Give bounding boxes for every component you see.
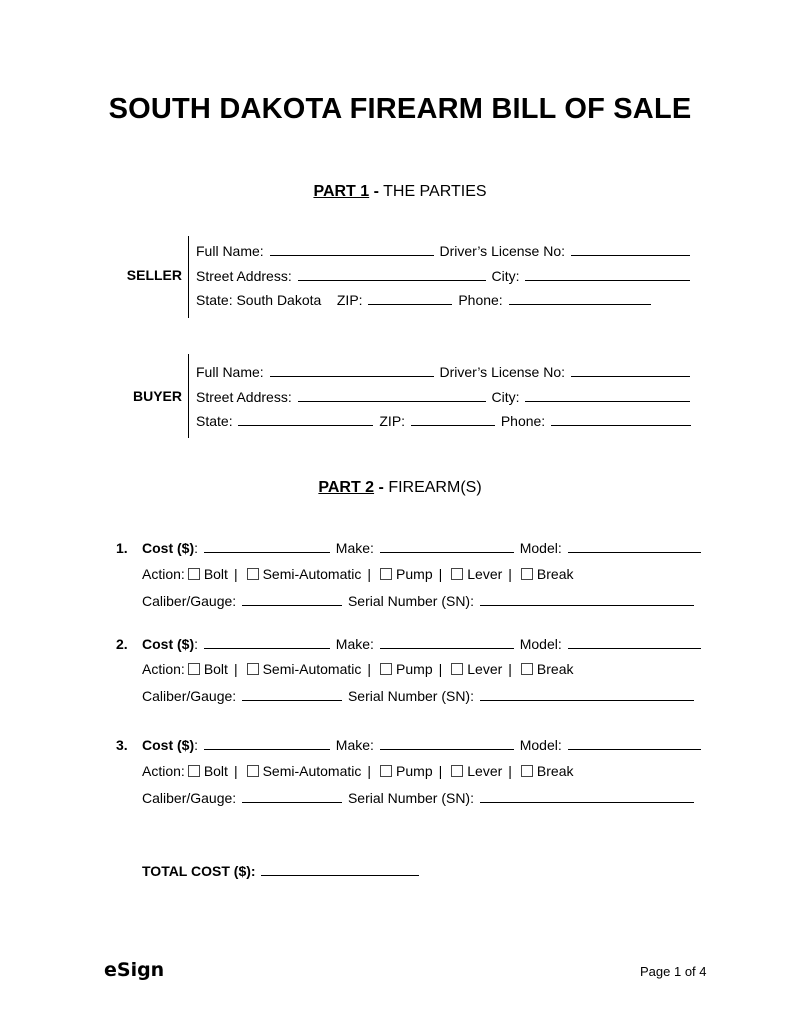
caliber-label: Caliber/Gauge: bbox=[142, 688, 237, 704]
cost-colon: : bbox=[194, 636, 199, 652]
cost-label: Cost ($) bbox=[142, 540, 195, 556]
make-label: Make: bbox=[335, 540, 374, 556]
semi-automatic-label: Semi-Automatic bbox=[262, 661, 362, 677]
cost-label: Cost ($) bbox=[142, 737, 195, 753]
part2-number: PART 2 bbox=[318, 479, 375, 496]
cost-field[interactable] bbox=[204, 551, 330, 553]
separator: | bbox=[233, 661, 238, 677]
document-title: SOUTH DAKOTA FIREARM BILL OF SALE bbox=[108, 93, 692, 125]
buyer-zip-field[interactable] bbox=[411, 424, 495, 426]
serial-field[interactable] bbox=[480, 604, 694, 606]
make-field[interactable] bbox=[380, 551, 514, 553]
part1-number: PART 1 bbox=[313, 183, 370, 200]
separator: | bbox=[508, 566, 512, 582]
bolt-label: Bolt bbox=[203, 763, 228, 779]
buyer-label: BUYER bbox=[132, 388, 182, 404]
lever-label: Lever bbox=[467, 661, 503, 677]
model-label: Model: bbox=[519, 540, 562, 556]
firearm-number: 2. bbox=[116, 636, 128, 652]
buyer-state-field[interactable] bbox=[238, 424, 373, 426]
make-field[interactable] bbox=[380, 748, 514, 750]
seller-phone-field[interactable] bbox=[509, 303, 651, 305]
firearm-row-cost bbox=[142, 540, 703, 556]
buyer-row-1 bbox=[196, 364, 692, 380]
semi-automatic-label: Semi-Automatic bbox=[262, 566, 362, 582]
part2-label: FIREARM(S) bbox=[388, 479, 482, 496]
seller-phone-label: Phone: bbox=[458, 292, 503, 308]
make-label: Make: bbox=[335, 636, 374, 652]
bolt-checkbox[interactable] bbox=[188, 568, 200, 580]
caliber-label: Caliber/Gauge: bbox=[142, 593, 237, 609]
separator: | bbox=[233, 566, 238, 582]
pump-label: Pump bbox=[396, 566, 433, 582]
semi-automatic-checkbox[interactable] bbox=[247, 568, 259, 580]
model-field[interactable] bbox=[568, 551, 701, 553]
caliber-field[interactable] bbox=[242, 801, 342, 803]
firearm-row-action bbox=[142, 661, 574, 677]
seller-fullname-label: Full Name: bbox=[196, 243, 264, 259]
serial-label: Serial Number (SN): bbox=[347, 688, 474, 704]
part1-dash: - bbox=[373, 183, 379, 200]
model-field[interactable] bbox=[568, 748, 701, 750]
seller-row-3 bbox=[196, 292, 653, 308]
cost-field[interactable] bbox=[204, 748, 330, 750]
part2-heading bbox=[0, 479, 800, 497]
bolt-checkbox[interactable] bbox=[188, 663, 200, 675]
seller-divider bbox=[188, 236, 189, 318]
buyer-phone-field[interactable] bbox=[551, 424, 691, 426]
pump-label: Pump bbox=[396, 763, 433, 779]
lever-checkbox[interactable] bbox=[451, 663, 463, 675]
seller-fullname-field[interactable] bbox=[270, 254, 434, 256]
buyer-fullname-label: Full Name: bbox=[196, 364, 264, 380]
cost-colon: : bbox=[194, 540, 199, 556]
seller-city-field[interactable] bbox=[525, 279, 690, 281]
part1-heading bbox=[0, 183, 800, 201]
pump-checkbox[interactable] bbox=[380, 663, 392, 675]
semi-automatic-checkbox[interactable] bbox=[247, 765, 259, 777]
model-label: Model: bbox=[519, 737, 562, 753]
separator: | bbox=[438, 661, 443, 677]
firearm-row-action bbox=[142, 763, 574, 779]
pump-checkbox[interactable] bbox=[380, 568, 392, 580]
buyer-row-3 bbox=[196, 413, 693, 429]
seller-street-field[interactable] bbox=[298, 279, 486, 281]
pump-label: Pump bbox=[396, 661, 433, 677]
bolt-checkbox[interactable] bbox=[188, 765, 200, 777]
seller-city-label: City: bbox=[491, 268, 520, 284]
seller-street-label: Street Address: bbox=[196, 268, 292, 284]
seller-license-field[interactable] bbox=[571, 254, 690, 256]
seller-label: SELLER bbox=[126, 267, 182, 283]
caliber-field[interactable] bbox=[242, 604, 342, 606]
model-field[interactable] bbox=[568, 647, 701, 649]
serial-label: Serial Number (SN): bbox=[347, 593, 474, 609]
buyer-fullname-field[interactable] bbox=[270, 375, 434, 377]
seller-state-label: State: South Dakota bbox=[196, 292, 322, 308]
separator: | bbox=[367, 566, 372, 582]
action-label: Action: bbox=[142, 763, 185, 779]
bolt-label: Bolt bbox=[203, 661, 228, 677]
firearm-row-caliber bbox=[142, 593, 696, 609]
separator: | bbox=[438, 566, 443, 582]
buyer-street-label: Street Address: bbox=[196, 389, 292, 405]
serial-label: Serial Number (SN): bbox=[347, 790, 474, 806]
serial-field[interactable] bbox=[480, 699, 694, 701]
buyer-license-label: Driver’s License No: bbox=[439, 364, 565, 380]
buyer-phone-label: Phone: bbox=[500, 413, 546, 429]
cost-field[interactable] bbox=[204, 647, 330, 649]
lever-label: Lever bbox=[467, 566, 503, 582]
lever-label: Lever bbox=[467, 763, 503, 779]
break-checkbox[interactable] bbox=[521, 663, 533, 675]
separator: | bbox=[367, 661, 372, 677]
break-label: Break bbox=[536, 763, 574, 779]
caliber-field[interactable] bbox=[242, 699, 342, 701]
make-field[interactable] bbox=[380, 647, 514, 649]
seller-row-2 bbox=[196, 268, 692, 284]
action-label: Action: bbox=[142, 661, 185, 677]
semi-automatic-label: Semi-Automatic bbox=[262, 763, 362, 779]
total-row bbox=[142, 863, 421, 879]
total-cost-label: TOTAL COST ($): bbox=[142, 863, 256, 879]
lever-checkbox[interactable] bbox=[451, 568, 463, 580]
pump-checkbox[interactable] bbox=[380, 765, 392, 777]
esign-logo: eSign bbox=[104, 959, 165, 981]
page-number: Page 1 of 4 bbox=[640, 964, 707, 979]
seller-license-label: Driver’s License No: bbox=[439, 243, 565, 259]
seller-row-1 bbox=[196, 243, 692, 259]
separator: | bbox=[508, 763, 512, 779]
buyer-zip-label: ZIP: bbox=[379, 413, 406, 429]
firearm-row-caliber bbox=[142, 688, 696, 704]
cost-label: Cost ($) bbox=[142, 636, 195, 652]
firearm-row-action bbox=[142, 566, 574, 582]
bolt-label: Bolt bbox=[203, 566, 228, 582]
firearm-row-cost bbox=[142, 737, 703, 753]
seller-zip-field[interactable] bbox=[368, 303, 452, 305]
buyer-city-field[interactable] bbox=[525, 400, 690, 402]
buyer-state-label: State: bbox=[196, 413, 233, 429]
lever-checkbox[interactable] bbox=[451, 765, 463, 777]
break-checkbox[interactable] bbox=[521, 765, 533, 777]
serial-field[interactable] bbox=[480, 801, 694, 803]
separator: | bbox=[367, 763, 372, 779]
firearm-number: 3. bbox=[116, 737, 128, 753]
separator: | bbox=[508, 661, 512, 677]
buyer-divider bbox=[188, 354, 189, 438]
firearm-row-caliber bbox=[142, 790, 696, 806]
caliber-label: Caliber/Gauge: bbox=[142, 790, 237, 806]
break-label: Break bbox=[536, 566, 574, 582]
buyer-street-field[interactable] bbox=[298, 400, 486, 402]
part1-label: THE PARTIES bbox=[383, 183, 487, 200]
buyer-license-field[interactable] bbox=[571, 375, 690, 377]
part2-dash: - bbox=[378, 479, 384, 496]
firearm-row-cost bbox=[142, 636, 703, 652]
separator: | bbox=[233, 763, 238, 779]
buyer-city-label: City: bbox=[491, 389, 520, 405]
model-label: Model: bbox=[519, 636, 562, 652]
make-label: Make: bbox=[335, 737, 374, 753]
break-checkbox[interactable] bbox=[521, 568, 533, 580]
seller-zip-label: ZIP: bbox=[336, 292, 363, 308]
total-cost-field[interactable] bbox=[261, 874, 419, 876]
buyer-row-2 bbox=[196, 389, 692, 405]
cost-colon: : bbox=[194, 737, 199, 753]
break-label: Break bbox=[536, 661, 574, 677]
semi-automatic-checkbox[interactable] bbox=[247, 663, 259, 675]
action-label: Action: bbox=[142, 566, 185, 582]
separator: | bbox=[438, 763, 443, 779]
firearm-number: 1. bbox=[116, 540, 128, 556]
